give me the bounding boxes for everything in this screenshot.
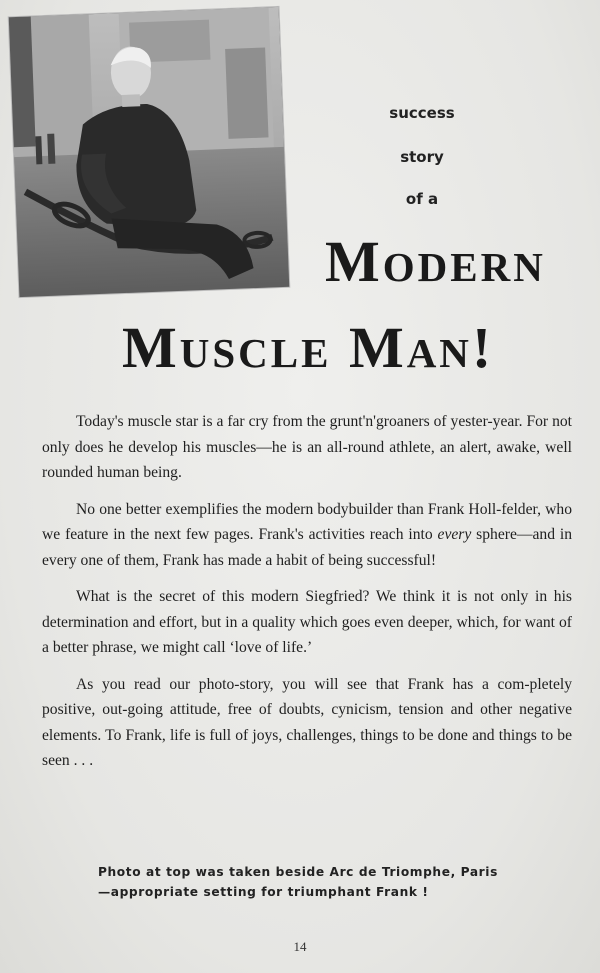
paragraph-2 xyxy=(42,497,572,574)
page-number: 14 xyxy=(293,939,307,954)
photo xyxy=(9,7,290,297)
paragraph-3: What is the secret of this modern Siegfried? We think it is not only in his determination and effort, but in a quality which goes even deeper, which, for want of a better phrase, we might call ‘love of life.’ xyxy=(42,588,572,656)
caption-line-1: Photo at top was taken beside Arc de Triomphe, Paris xyxy=(98,865,498,879)
paragraph-4: As you read our photo-story, you will see that Frank has a com-pletely positive, out-going attitude, free of doubts, cynicism, tension and other negative elements. To Frank, life is full of joys, challenges, things to be done and things to be seen . . . xyxy=(42,675,572,769)
paragraph-2-end: sphere—and in every one of them, Frank has made a habit of being successful! xyxy=(42,526,572,569)
paragraph-1: Today's muscle star is a far cry from the grunt'n'groaners of yester-year. For not only does he develop his muscles—he is an all-round athlete, an alert, awake, well rounded human being. xyxy=(42,413,572,481)
paragraph-2-emphasis: every xyxy=(437,526,472,543)
article-body xyxy=(42,409,572,785)
caption-line-2: —appropriate setting for triumphant Frank ! xyxy=(98,885,429,899)
kicker-success: success xyxy=(389,104,455,122)
paragraph-2-start: No one better exemplifies the modern bodybuilder than Frank Holl-felder, who we feature in the next few pages. Frank's activities reach into xyxy=(42,500,572,543)
title-modern: Modern xyxy=(325,229,546,294)
title-muscle-man: Muscle Man! xyxy=(122,315,495,380)
photo-image xyxy=(9,7,290,297)
kicker-story: story xyxy=(400,148,444,166)
kicker-of-a: of a xyxy=(405,190,439,208)
photo-caption xyxy=(98,862,538,902)
